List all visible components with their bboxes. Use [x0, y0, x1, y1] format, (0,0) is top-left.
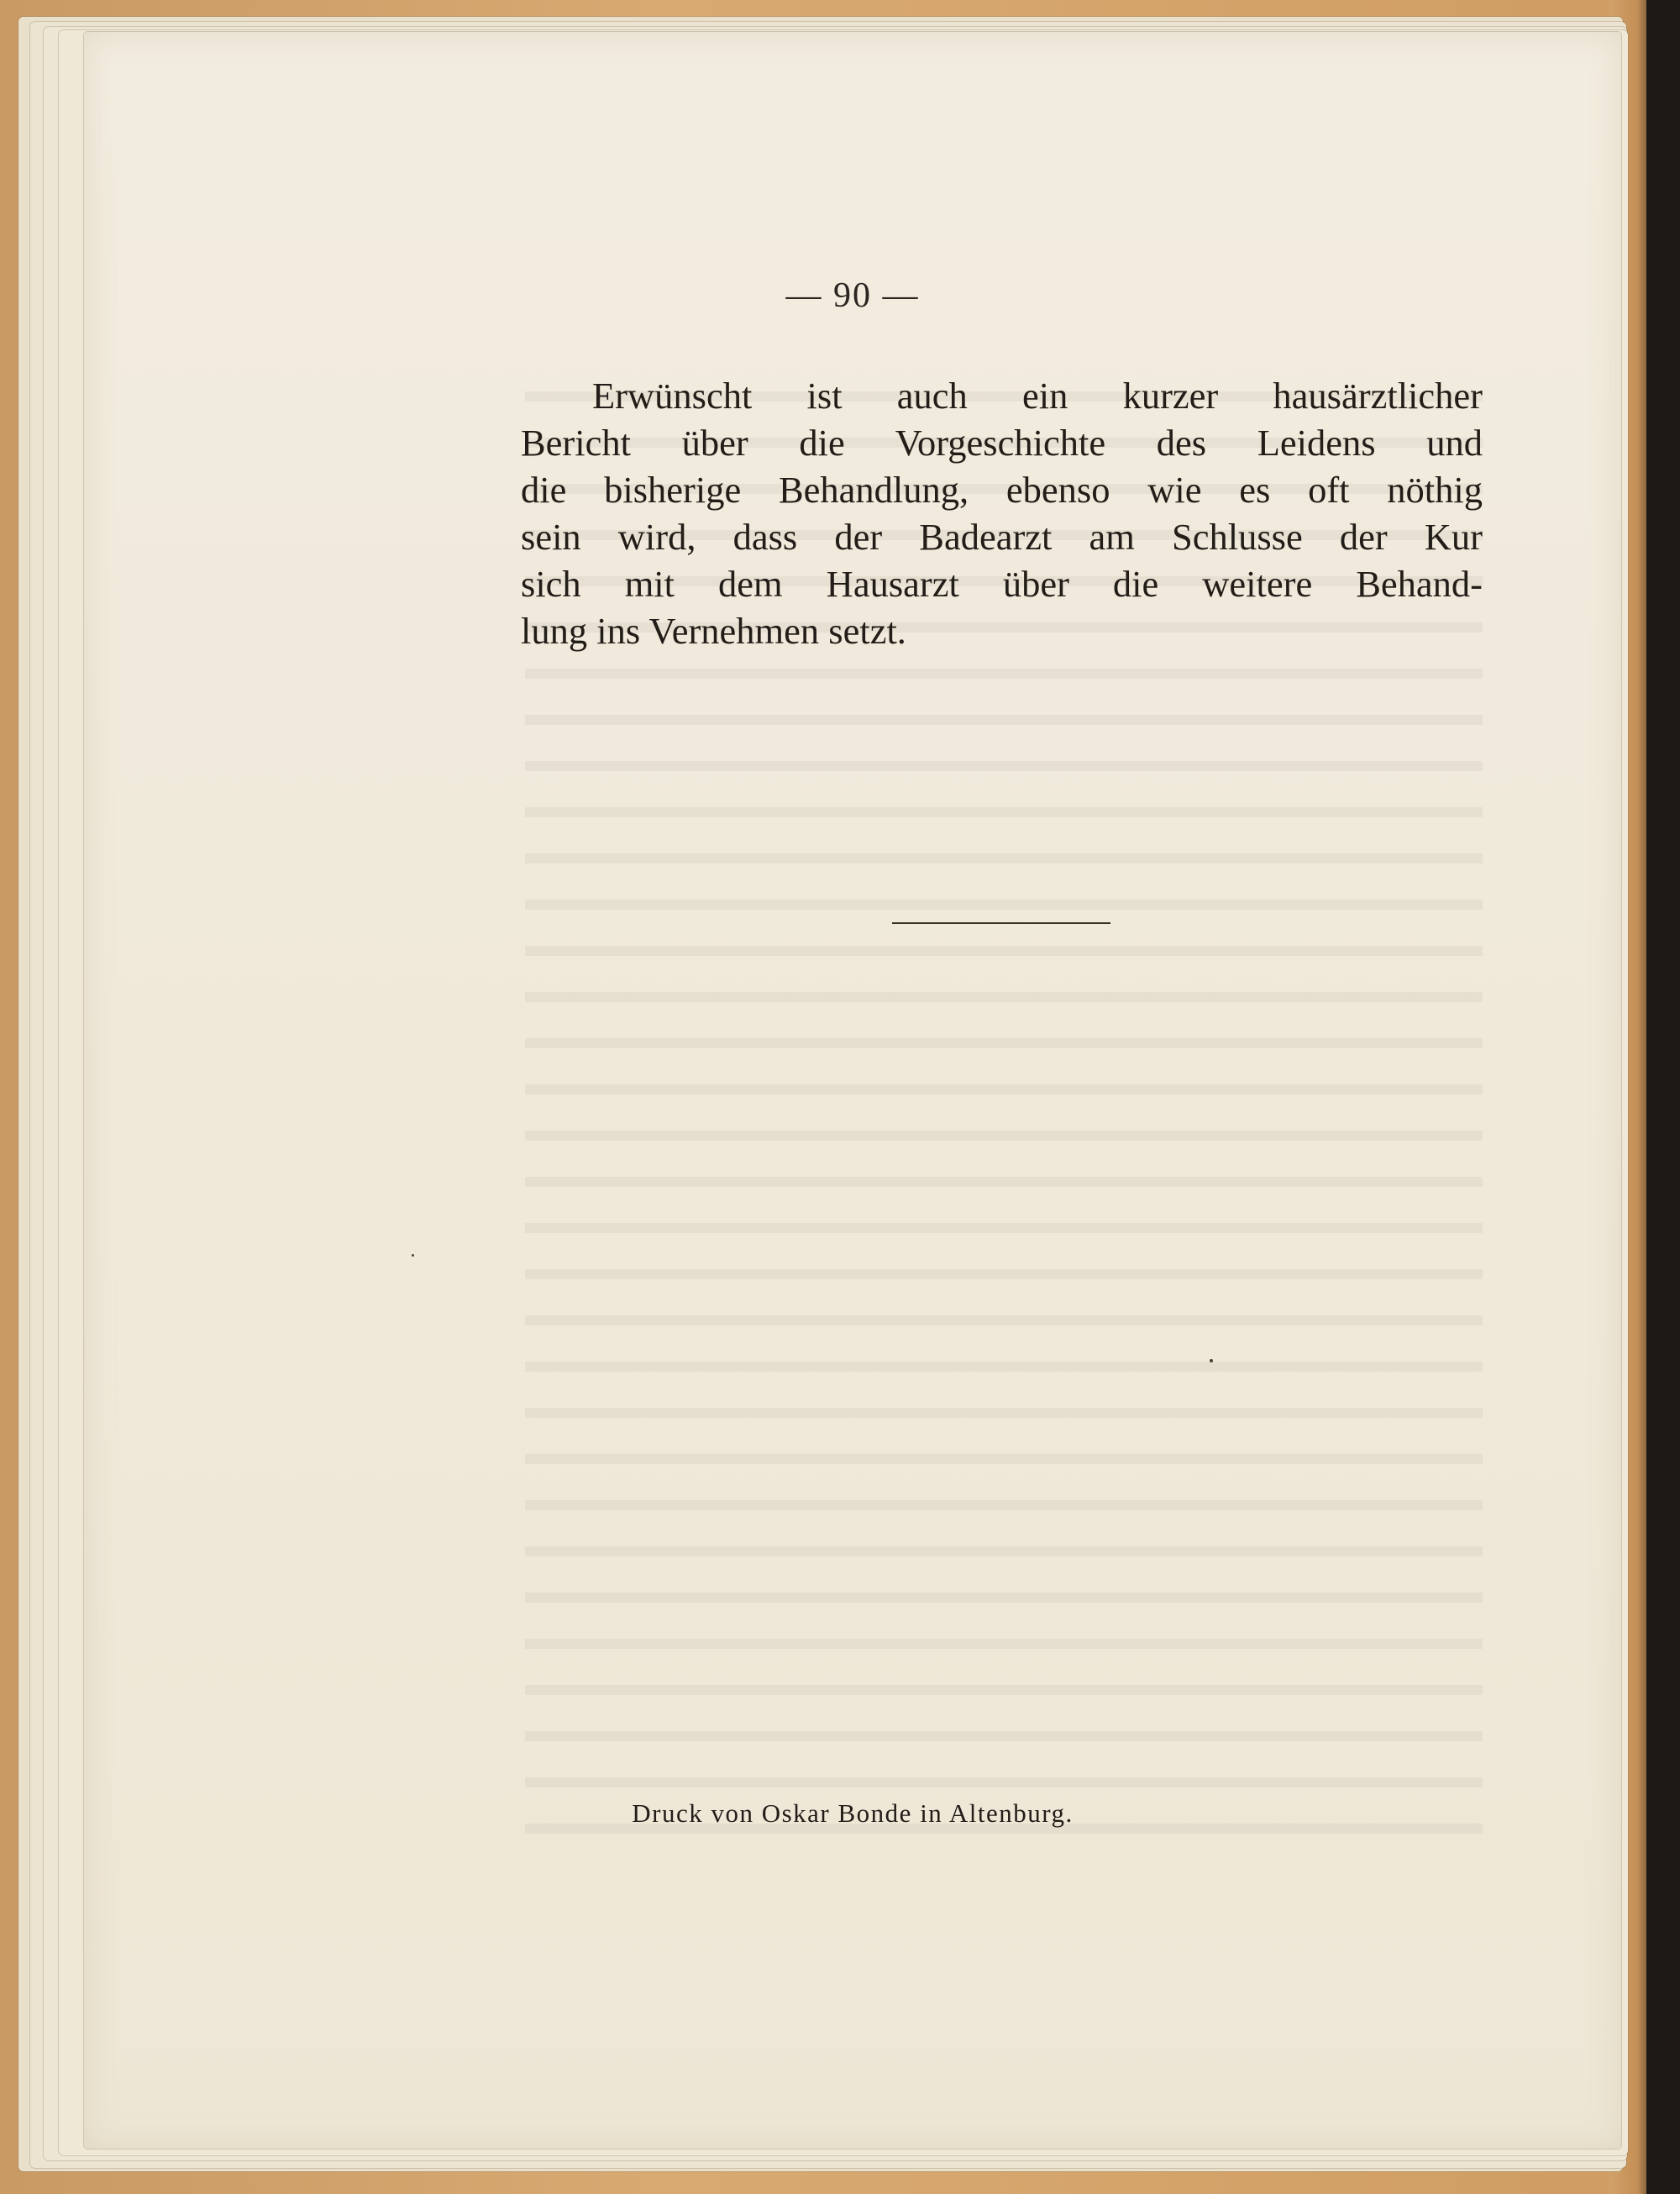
text-line: sich mit dem Hausarzt über die weitere Behand-	[521, 563, 1483, 605]
book-page	[84, 32, 1621, 2149]
text-line: sein wird, dass der Badearzt am Schlusse der Kur	[521, 516, 1483, 558]
body-paragraph	[521, 372, 1483, 654]
page-number: — 90 —	[785, 276, 920, 315]
paper-speck	[412, 1254, 414, 1257]
section-divider-rule	[892, 922, 1110, 924]
printer-imprint: Druck von Oskar Bonde in Altenburg.	[632, 1798, 1074, 1828]
background-dark-edge	[1646, 0, 1680, 2194]
text-line: Erwünscht ist auch ein kurzer hausärztlicher	[592, 375, 1483, 417]
paper-speck	[1210, 1359, 1213, 1362]
text-line: Bericht über die Vorgeschichte des Leidens und	[521, 422, 1483, 464]
text-line: lung ins Vernehmen setzt.	[521, 610, 906, 652]
text-line: die bisherige Behandlung, ebenso wie es oft nöthig	[521, 469, 1483, 511]
